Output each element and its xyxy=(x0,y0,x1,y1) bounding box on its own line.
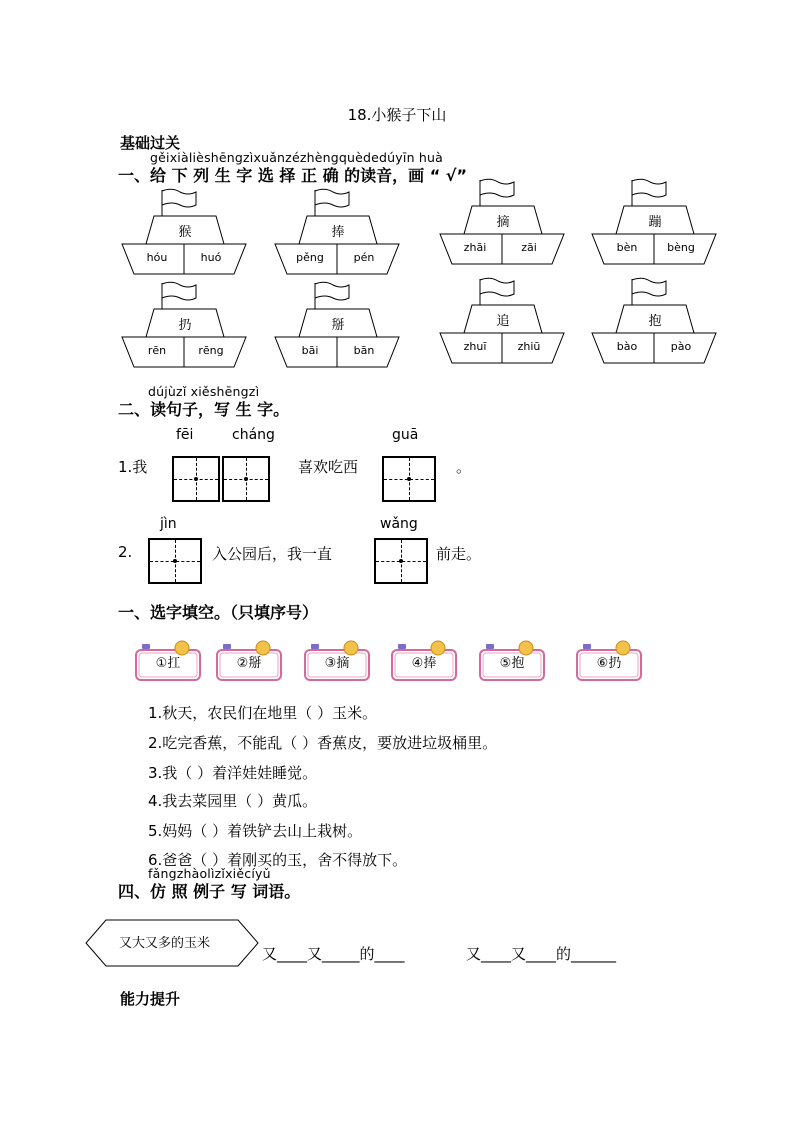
write-grid[interactable] xyxy=(172,456,220,502)
ship-card xyxy=(440,178,564,268)
page-title: 18.小猴子下山 xyxy=(347,106,447,124)
ship-card xyxy=(440,277,564,367)
sec3-heading: 一、选字填空。（只填序号） xyxy=(118,603,319,622)
fill-sentence: 4.我去菜园里（ ）黄瓜。 xyxy=(148,792,318,810)
ship-card xyxy=(592,277,716,367)
sec2-pinyin: dújùzǐ xiěshēngzì xyxy=(148,384,260,399)
ship-character: 掰 xyxy=(331,318,345,333)
pinyin-option-left[interactable]: hóu xyxy=(146,251,168,264)
pinyin-option-left[interactable]: zhuī xyxy=(463,340,487,353)
s2-number: 2. xyxy=(118,543,133,561)
sec1-heading: 一、给 下 列 生 字 选 择 正 确 的读音，画 “ √” xyxy=(118,166,467,185)
example-text: 又大又多的玉米 xyxy=(119,936,211,951)
s2-end: 前走。 xyxy=(436,545,482,563)
ship-card xyxy=(275,188,399,278)
s1-number: 1.我 xyxy=(118,458,148,476)
basic-header: 基础过关 xyxy=(120,134,181,152)
s2-pinyin-wang: wǎng xyxy=(380,516,418,532)
ship-character: 摘 xyxy=(496,215,510,230)
blank-line-2[interactable]: 又____又____的______ xyxy=(466,945,617,963)
ability-header: 能力提升 xyxy=(120,990,181,1008)
sec1-pinyin: gěixiàlièshēngzìxuǎnzézhèngquèdedúyīn huà xyxy=(150,150,443,165)
fill-sentence: 6.爸爸（ ）着刚买的玉，舍不得放下。 xyxy=(148,851,408,869)
s1-text: 喜欢吃西 xyxy=(298,458,359,476)
pinyin-option-left[interactable]: pěng xyxy=(296,251,324,264)
ship-card xyxy=(122,188,246,278)
fill-sentence: 2.吃完香蕉，不能乱（ ）香蕉皮，要放进垃圾桶里。 xyxy=(148,734,498,752)
pinyin-option-right[interactable]: zhiū xyxy=(517,340,541,353)
ship-character: 猴 xyxy=(178,225,192,240)
ship-card xyxy=(122,281,246,371)
fill-sentence: 3.我（ ）着洋娃娃睡觉。 xyxy=(148,764,318,782)
choice-card xyxy=(303,640,371,678)
blank-line-1[interactable]: 又____又_____的____ xyxy=(262,945,405,963)
pinyin-option-right[interactable]: zāi xyxy=(521,241,537,254)
ship-character: 捧 xyxy=(331,225,345,240)
choice-card xyxy=(390,640,458,678)
pinyin-option-left[interactable]: zhāi xyxy=(463,241,487,254)
pinyin-option-left[interactable]: bèn xyxy=(616,241,638,254)
choice-card xyxy=(478,640,546,678)
s1-pinyin-chang: cháng xyxy=(232,427,275,443)
write-grid[interactable] xyxy=(222,456,270,502)
pinyin-option-left[interactable]: rēn xyxy=(147,344,167,357)
s1-pinyin-fei: fēi xyxy=(176,427,194,443)
sec4-heading: 四、仿 照 例子 写 词语。 xyxy=(118,882,301,901)
choice-card-label: ⑤抱 xyxy=(499,656,525,671)
ship-character: 扔 xyxy=(178,318,192,333)
pinyin-option-right[interactable]: bān xyxy=(353,344,375,357)
write-grid[interactable] xyxy=(374,538,428,584)
sec4-pinyin: fǎngzhàolìzǐxiěcíyǔ xyxy=(148,866,271,881)
s2-text: 入公园后，我一直 xyxy=(212,545,333,563)
choice-card-label: ④捧 xyxy=(411,656,437,671)
fill-sentence: 1.秋天，农民们在地里（ ）玉米。 xyxy=(148,704,378,722)
ship-character: 追 xyxy=(496,314,510,329)
s2-pinyin-jin: jìn xyxy=(160,516,177,532)
s1-pinyin-gua: guā xyxy=(392,427,419,443)
choice-card-label: ②掰 xyxy=(236,656,262,671)
pinyin-option-right[interactable]: pào xyxy=(670,340,692,353)
choice-card xyxy=(575,640,643,678)
pinyin-option-right[interactable]: pén xyxy=(353,251,375,264)
choice-card-label: ①扛 xyxy=(155,656,181,671)
pinyin-option-left[interactable]: bào xyxy=(616,340,638,353)
fill-sentence: 5.妈妈（ ）着铁铲去山上栽树。 xyxy=(148,822,363,840)
choice-card xyxy=(215,640,283,678)
write-grid[interactable] xyxy=(382,456,436,502)
pinyin-option-right[interactable]: rēng xyxy=(198,344,224,357)
ship-character: 蹦 xyxy=(648,215,662,230)
choice-card-label: ③摘 xyxy=(324,656,350,671)
ship-card xyxy=(275,281,399,371)
pinyin-option-right[interactable]: bèng xyxy=(667,241,695,254)
choice-card xyxy=(134,640,202,678)
ship-character: 抱 xyxy=(648,314,662,329)
pinyin-option-right[interactable]: huó xyxy=(200,251,222,264)
choice-card-label: ⑥扔 xyxy=(596,656,622,671)
s1-end: 。 xyxy=(456,458,472,476)
write-grid[interactable] xyxy=(148,538,202,584)
ship-card xyxy=(592,178,716,268)
pinyin-option-left[interactable]: bāi xyxy=(301,344,319,357)
sec2-heading: 二、读句子，写 生 字。 xyxy=(118,400,290,419)
